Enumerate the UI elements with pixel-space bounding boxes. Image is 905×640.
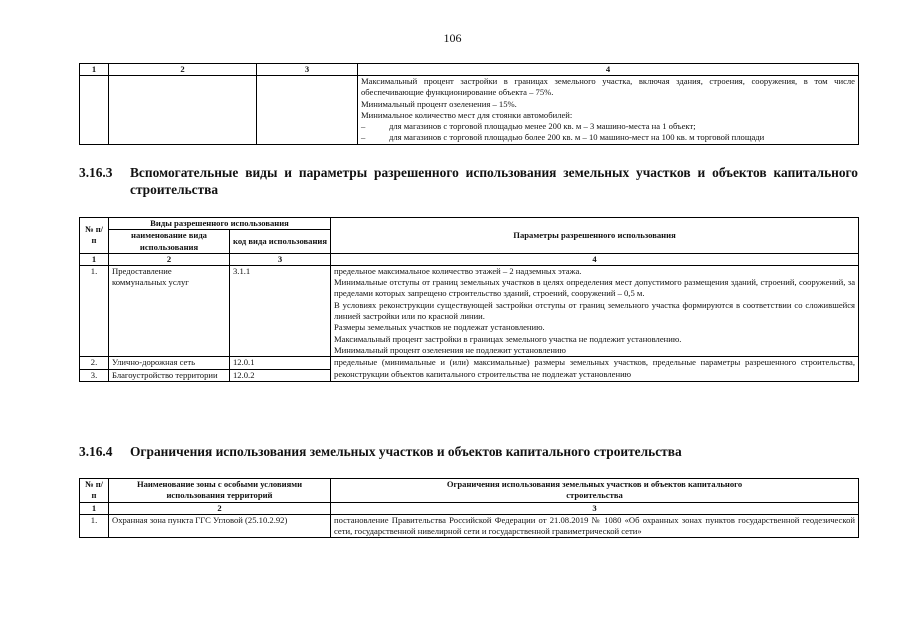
- row-number: 2.: [80, 357, 109, 369]
- col-code-header: код вида использования: [230, 230, 331, 254]
- section-number: 3.16.3: [79, 165, 113, 180]
- params-cell: предельные (минимальные и (или) максимальные) размеры земельных участков, предельные параметры разрешенного строительства, реконструкции объектов капитального строительства не подлежат установлению: [331, 357, 859, 382]
- col-zone-header: Наименование зоны с особыми условиями использования территорий: [109, 479, 331, 503]
- bullet-item: – для магазинов с торговой площадью более 200 кв. м – 10 машино-мест на 100 кв. м торговой площади: [361, 132, 855, 143]
- use-code: 12.0.1: [230, 357, 331, 369]
- params-cell: [358, 76, 859, 145]
- section-heading: [79, 164, 858, 198]
- bullet-item: – для магазинов с торговой площадью менее 200 кв. м – 3 машино-места на 1 объект;: [361, 121, 855, 132]
- col-name-header: наименование вида использования: [109, 230, 230, 254]
- col-limits-header: Ограничения использования земельных участков и объектов капитального строительства: [331, 479, 859, 503]
- use-name: Улично-дорожная сеть: [109, 357, 230, 369]
- auxiliary-uses-table: [79, 217, 859, 382]
- table-row: [80, 514, 859, 538]
- col-params-header: Параметры разрешенного использования: [331, 218, 859, 254]
- table-row: [80, 76, 859, 145]
- zone-name: Охранная зона пункта ГГС Угловой (25.10.2.92): [109, 514, 331, 538]
- params-cell: предельное максимальное количество этажей – 2 надземных этажа. Минимальные отступы от границ земельных участков в целях определения мест допустимого размещения зданий, строений, сооружений, за пределами которых запрещено строительство зданий, строений, сооружений – 0,5 м. В условиях реконструкции существующей застройки отступы от границ земельного участка формируются в соответствии со сложившейся линией застройки или по красной линии. Размеры земельных участков не подлежат установлению. Максимальный процент застройки в границах земельного участка не подлежит установлению. Минимальный процент озеленения не подлежит установлению: [331, 265, 859, 356]
- row-number: 1.: [80, 265, 109, 356]
- col-index: 2: [109, 64, 257, 76]
- param-text: Минимальный процент озеленения – 15%.: [361, 98, 517, 109]
- use-code: 12.0.2: [230, 369, 331, 381]
- page-number: 106: [443, 31, 462, 45]
- index-row: 1 2 3 4: [80, 253, 859, 265]
- section-number: 3.16.4: [79, 444, 113, 459]
- use-name: Предоставление коммунальных услуг: [109, 265, 230, 356]
- section-title: Ограничения использования земельных участков и объектов капитального строительства: [130, 444, 682, 459]
- use-code: 3.1.1: [230, 265, 331, 356]
- row-number: 1.: [80, 514, 109, 538]
- continuation-table: [79, 63, 859, 145]
- col-index: 4: [358, 64, 859, 76]
- index-row: [80, 64, 859, 76]
- row-number: 3.: [80, 369, 109, 381]
- col-num-header: № п/п: [80, 218, 109, 254]
- col-index: 3: [257, 64, 358, 76]
- restrictions-table: [79, 478, 859, 538]
- col-group-header: Виды разрешенного использования: [109, 218, 331, 230]
- table-row: [80, 357, 859, 369]
- table-row: [80, 265, 859, 356]
- use-name: Благоустройство территории: [109, 369, 230, 381]
- index-row: 1 2 3: [80, 502, 859, 514]
- param-text: Минимальное количество мест для стоянки автомобилей:: [361, 109, 573, 120]
- section-heading: [79, 443, 858, 460]
- param-text: Максимальный процент застройки в границах земельного участка, включая здания, строения, сооружения, в том числе обеспечивающие функционирование объекта – 75%.: [361, 76, 855, 98]
- section-title: Вспомогательные виды и параметры разрешенного использования земельных участков и объектов капитального строительства: [130, 165, 858, 197]
- limits-cell: постановление Правительства Российской Федерации от 21.08.2019 № 1080 «Об охранных зонах пунктов государственной геодезической сети, государственной нивелирной сети и государственной гравиметрической сети»: [331, 514, 859, 538]
- col-num-header: № п/п: [80, 479, 109, 503]
- col-index: 1: [80, 64, 109, 76]
